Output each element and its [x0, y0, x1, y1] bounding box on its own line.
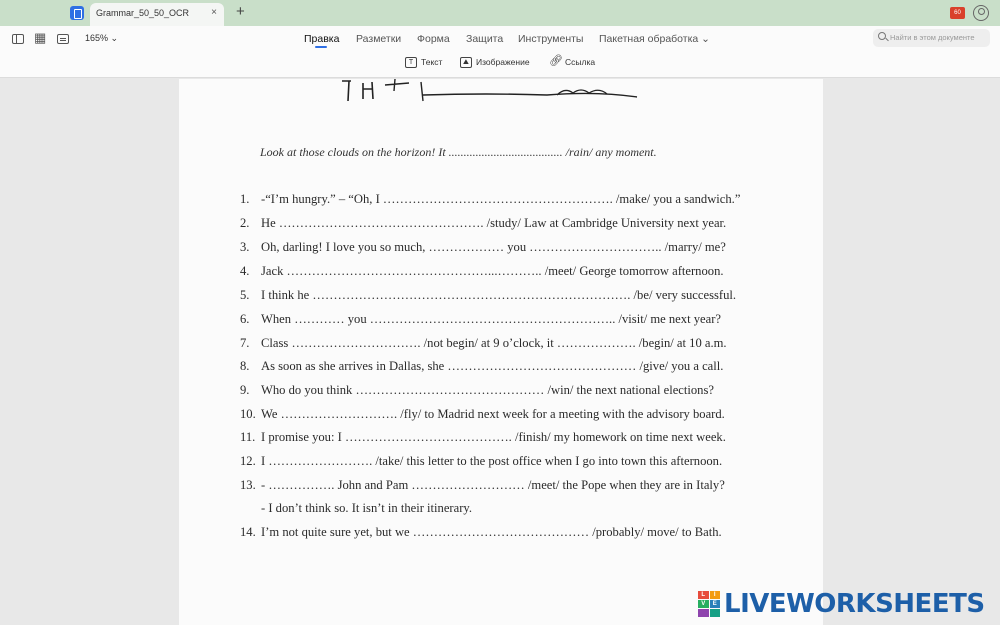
- exercise-text: I ……………………. /take/ this letter to the post office when I go into town this afternoon.: [261, 454, 723, 468]
- exercise-text: - ……………. John and Pam ……………………… /meet/ the Pope when they are in Italy?: [261, 478, 725, 492]
- new-tab-icon[interactable]: +: [236, 3, 245, 20]
- zoom-level[interactable]: 165% ⌄: [85, 33, 119, 43]
- logo-letter: L: [698, 591, 709, 599]
- tab-title: Grammar_50_50_OCR: [96, 8, 190, 18]
- add-link-button[interactable]: [549, 57, 595, 68]
- menu-edit[interactable]: Правка: [304, 33, 340, 45]
- menu-markup[interactable]: Разметки: [356, 33, 402, 45]
- exercise-number: 1.: [240, 192, 250, 206]
- active-menu-indicator: [315, 46, 327, 48]
- exercise-text: - I don’t think so. It isn’t in their itinerary.: [261, 501, 473, 515]
- exercise-item: [240, 478, 725, 493]
- exercise-item: [240, 454, 722, 469]
- search-icon: [878, 32, 886, 40]
- search-placeholder: Найти в этом документе: [890, 33, 975, 42]
- exercise-item: [240, 264, 724, 279]
- exercise-number: 7.: [240, 336, 250, 350]
- link-icon: 🔗︎: [549, 55, 563, 68]
- exercise-number: 13.: [240, 478, 256, 492]
- profile-icon[interactable]: [973, 5, 989, 21]
- tab-bar: [0, 0, 1000, 26]
- add-text-button[interactable]: [405, 57, 442, 68]
- intro-sentence: Look at those clouds on the horizon! It ...................................... /rain/ any moment.: [260, 145, 657, 159]
- exercise-text: I think he …………………………………………………………………. /be/ very successful.: [261, 288, 737, 302]
- text-icon: T: [405, 57, 417, 68]
- sidebar-toggle-icon[interactable]: [12, 34, 24, 44]
- exercise-text: Who do you think ……………………………………… /win/ the next national elections?: [261, 383, 714, 397]
- image-icon: ⛰: [460, 57, 472, 68]
- logo-block: [710, 609, 721, 617]
- search-field[interactable]: [873, 29, 990, 47]
- liveworksheets-watermark: [698, 589, 985, 619]
- exercise-text: I’m not quite sure yet, but we …………………………………… /probably/ move/ to Bath.: [261, 525, 722, 539]
- menu-form[interactable]: Форма: [417, 33, 450, 45]
- exercise-text: Oh, darling! I love you so much, ……………… you ………………………….. /marry/ me?: [261, 240, 726, 254]
- menu-batch[interactable]: Пакетная обработка ⌄: [599, 33, 710, 45]
- exercise-number: 12.: [240, 454, 256, 468]
- exercise-number: 4.: [240, 264, 250, 278]
- extension-badge-icon[interactable]: 60: [950, 7, 965, 19]
- handwritten-signature: [337, 79, 647, 105]
- liveworksheets-logo-icon: [698, 591, 720, 617]
- exercise-number: 6.: [240, 312, 250, 326]
- exercise-text: I promise you: I …………………………………. /finish/ my homework on time next week.: [261, 430, 726, 444]
- exercise-item: [240, 288, 736, 303]
- exercise-text: When ………… you ………………………………………………….. /visit/ me next year?: [261, 312, 721, 326]
- grid-view-icon[interactable]: [35, 34, 47, 44]
- app-logo-icon: [70, 6, 84, 20]
- exercise-item: [240, 407, 725, 422]
- add-text-label: Текст: [421, 57, 443, 67]
- add-image-label: Изображение: [476, 57, 530, 67]
- page-view-icon[interactable]: [57, 34, 69, 44]
- menu-protect[interactable]: Защита: [466, 33, 504, 45]
- exercise-item: [240, 192, 740, 207]
- exercise-number: 5.: [240, 288, 250, 302]
- document-page: [179, 79, 823, 625]
- exercise-number: 11.: [240, 430, 256, 444]
- exercise-item: [240, 216, 726, 231]
- exercise-text: As soon as she arrives in Dallas, she ……………………………………… /give/ you a call.: [261, 359, 724, 373]
- exercise-number: 10.: [240, 407, 256, 421]
- exercise-text: He …………………………………………. /study/ Law at Cambridge University next year.: [261, 216, 727, 230]
- document-tab[interactable]: [90, 3, 224, 26]
- exercise-text: Class …………………………. /not begin/ at 9 o’clock, it ………………. /begin/ at 10 a.m.: [261, 336, 727, 350]
- exercise-item: [240, 430, 726, 445]
- exercise-number: 14.: [240, 525, 256, 539]
- logo-letter: I: [710, 591, 721, 599]
- exercise-item: [240, 312, 721, 327]
- exercise-text: -“I’m hungry.” – “Oh, I ………………………………………………. /make/ you a sandwich.”: [261, 192, 741, 206]
- exercise-item: [240, 240, 726, 255]
- watermark-text: LIVEWORKSHEETS: [724, 589, 985, 619]
- exercise-item: [240, 359, 723, 374]
- exercise-text: Jack …………………………………………...……….. /meet/ George tomorrow afternoon.: [261, 264, 724, 278]
- logo-letter: V: [698, 600, 709, 608]
- logo-block: [698, 609, 709, 617]
- logo-letter: E: [710, 600, 721, 608]
- exercise-number: 8.: [240, 359, 250, 373]
- exercise-item: [240, 383, 714, 398]
- add-link-label: Ссылка: [565, 57, 596, 67]
- menu-tools[interactable]: Инструменты: [518, 33, 584, 45]
- exercise-text: We ………………………. /fly/ to Madrid next week for a meeting with the advisory board.: [261, 407, 725, 421]
- close-tab-icon[interactable]: ×: [211, 7, 217, 18]
- exercise-item: [240, 336, 727, 351]
- exercise-number: 9.: [240, 383, 250, 397]
- exercise-item: [240, 501, 472, 516]
- toolbar: [0, 26, 1000, 78]
- exercise-number: 3.: [240, 240, 250, 254]
- exercise-item: [240, 525, 722, 540]
- exercise-number: 2.: [240, 216, 250, 230]
- add-image-button[interactable]: [460, 57, 530, 68]
